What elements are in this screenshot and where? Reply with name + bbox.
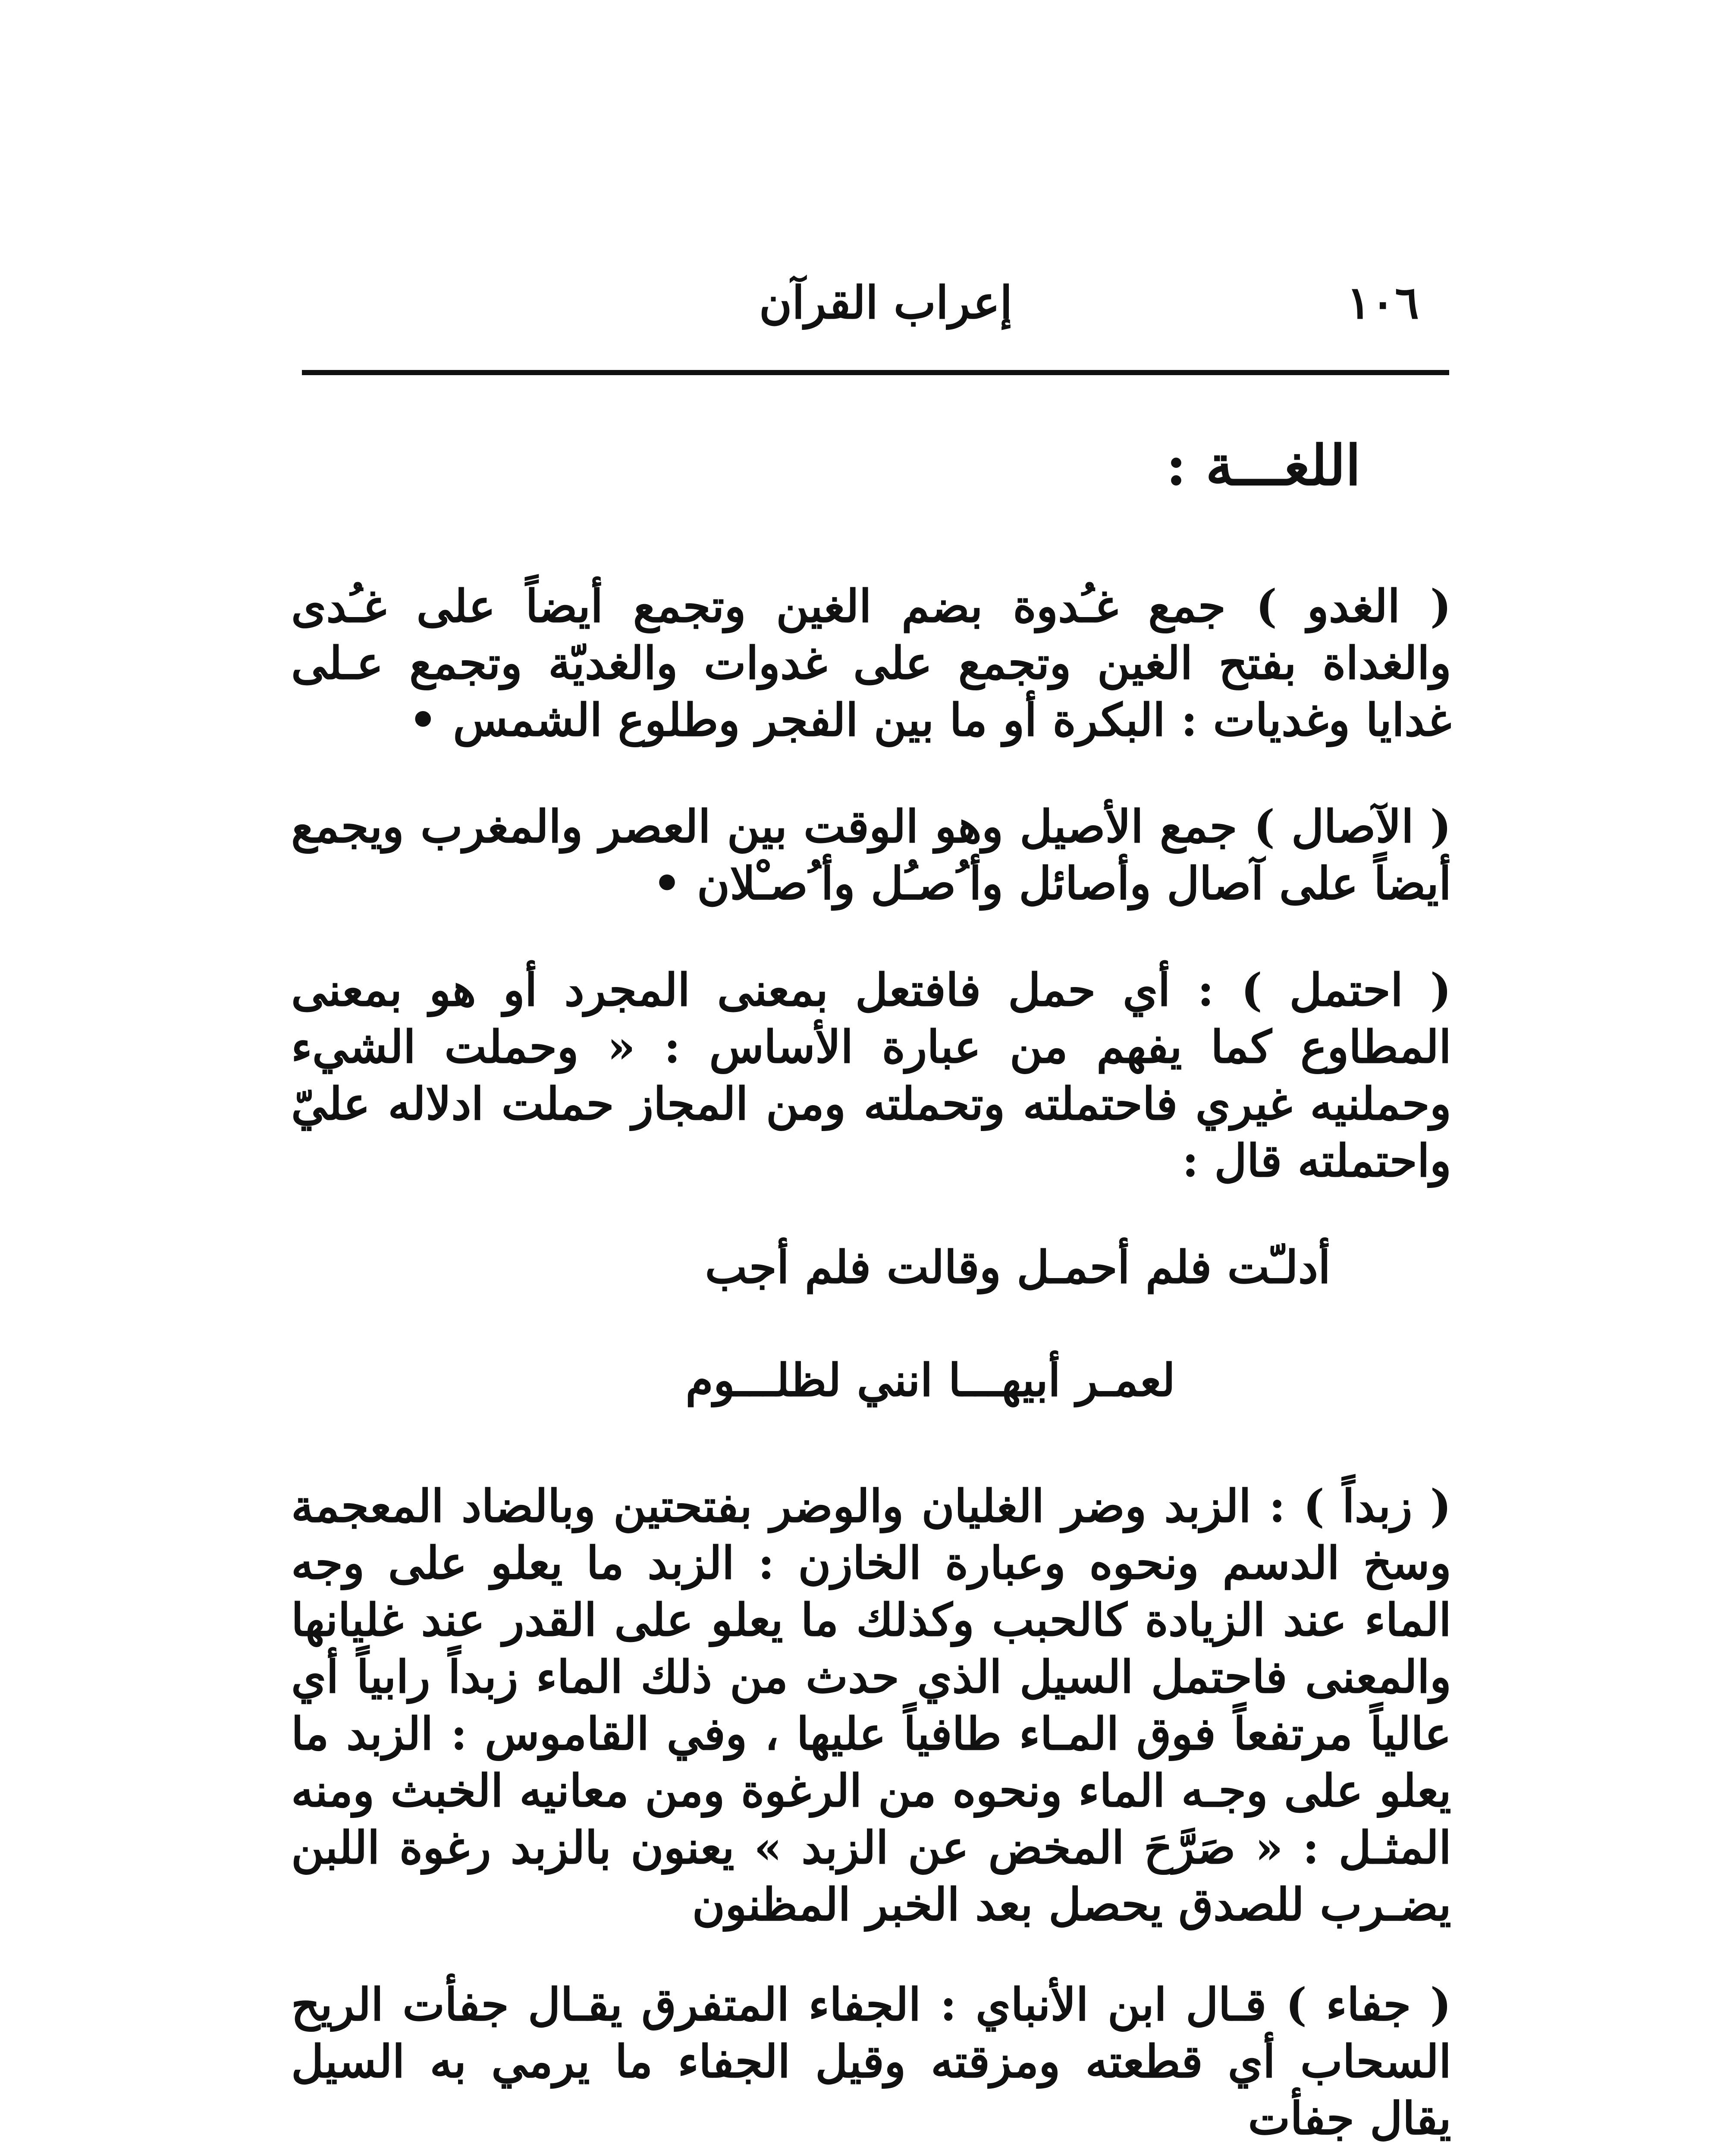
section-heading: اللغـــة : bbox=[1166, 433, 1361, 498]
page-body bbox=[291, 414, 1451, 2156]
paragraph-ghuduw: ( الغدو ) جمع غـُدوة بضم الغين وتجمع أيضاً على غـُدى والغداة بفتح الغين وتجمع على غدوات والغديّة وتجمع عـلى غدايا وغديات : البكرة أو ما بين الفجر وطلوع الشمس • bbox=[291, 580, 1451, 746]
paragraph-jufa: ( جفاء ) قـال ابن الأنباي : الجفاء المتفرق يقـال جفأت الريح السحاب أي قطعته ومزقته وقيل الجفاء ما يرمي به السيل يقال جفأت bbox=[291, 1978, 1451, 2145]
verse-line-1: أدلـّت فلم أحمـل وقالت فلم أجب bbox=[705, 1241, 1331, 1294]
page-header bbox=[302, 263, 1445, 345]
page-number: ١٠٦ bbox=[1347, 276, 1419, 329]
paragraph-ihtamal: ( احتمل ) : أي حمل فافتعل بمعنى المجرد أو هو بمعنى المطاوع كما يفهم من عبارة الأساس : « وحملت الشيء وحملنيه غيري فاحتملته وتحملته ومن المجاز حملت ادلاله عليّ واحتملته قال : bbox=[291, 963, 1451, 1187]
running-title: إعراب القرآن bbox=[759, 276, 1013, 329]
paragraph-asal: ( الآصال ) جمع الأصيل وهو الوقت بين العصر والمغرب ويجمع أيضاً على آصال وأصائل وأ ُصـُل وأ ُصـْلان • bbox=[291, 800, 1451, 910]
paragraph-zabad: ( زبداً ) : الزبد وضر الغليان والوضر بفتحتين وبالضاد المعجمة وسخ الدسم ونحوه وعبارة الخازن : الزبد ما يعلو على وجه الماء عند الزيادة كالحبب وكذلك ما يعلو على القدر عند غليانها والمعنى فاحتمل السيل الذي حدث من ذلك الماء زبداً رابياً أي عالياً مرتفعاً فوق المـاء طافياً عليها ، وفي القاموس : الزبد ما يعلو على وجـه الماء ونحوه من الرغوة ومن معانيه الخبث ومنه المثـل : « صَرَّحَ المخض عن الزبد » يعنون بالزبد رغوة اللبن يضـرب للصدق يحصل بعد الخبر المظنون bbox=[291, 1479, 1451, 1931]
verse-line-2: لعمـر أبيهـــا انني لظلـــوم bbox=[685, 1354, 1175, 1407]
header-rule bbox=[302, 370, 1449, 375]
